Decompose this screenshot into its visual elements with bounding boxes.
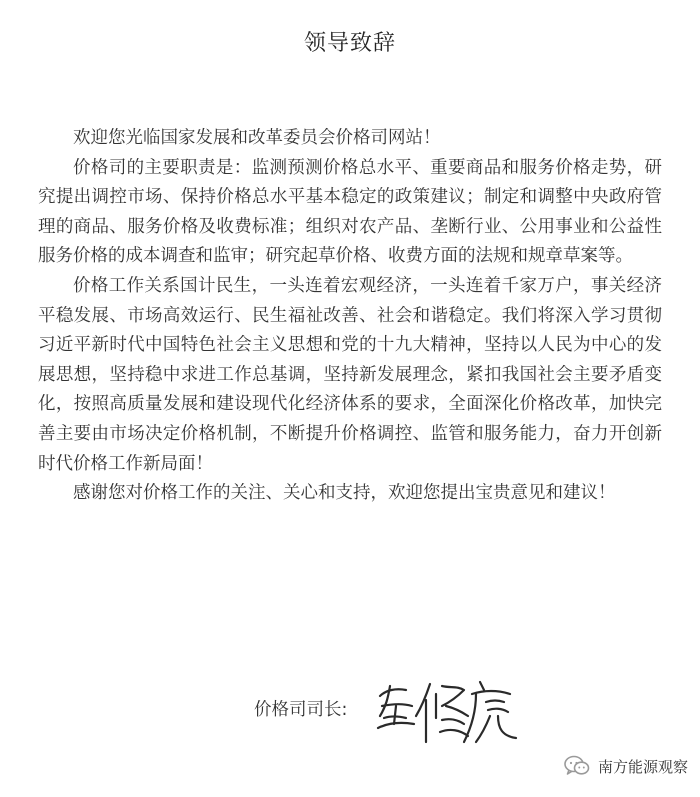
paragraph-welcome: 欢迎您光临国家发展和改革委员会价格司网站！ (73, 128, 441, 148)
paragraph-thanks: 感谢您对价格工作的关注、关心和支持，欢迎您提出宝贵意见和建议！ (73, 483, 616, 504)
watermark-text: 南方能源观察 (597, 757, 688, 776)
watermark (564, 752, 688, 780)
paragraph-duties: 价格司的主要职责是：监测预测价格总水平、重要商品和服务价格走势，研究提出调控市场、保持价格总水平基本稳定的政策建议；制定和调整中央政府管理的商品、服务价格及收费标准；组织对农产品、垄断行业、公用事业和公益性服务价格的成本调查和监审；研究起草价格、收费方面的法规和规章草案等。 (38, 157, 662, 267)
letter-body (38, 124, 662, 509)
page-title: 领导致辞 (303, 31, 396, 56)
handwritten-signature-image (372, 676, 522, 750)
paragraph-mission: 价格工作关系国计民生，一头连着宏观经济，一头连着千家万户，事关经济平稳发展、市场高效运行、民生福祉改善、社会和谐稳定。我们将深入学习贯彻习近平新时代中国特色社会主义思想和党的十九大精神，坚持以人民为中心的发展思想，坚持稳中求进工作总基调，坚持新发展理念，紧扣我国社会主要矛盾变化，按照高质量发展和建设现代化经济体系的要求，全面深化价格改革，加快完善主要由市场决定价格机制，不断提升价格调控、监管和服务能力，奋力开创新时代价格工作新局面！ (38, 275, 662, 474)
signature-label: 价格司司长: (254, 700, 348, 720)
wechat-icon (564, 755, 590, 777)
